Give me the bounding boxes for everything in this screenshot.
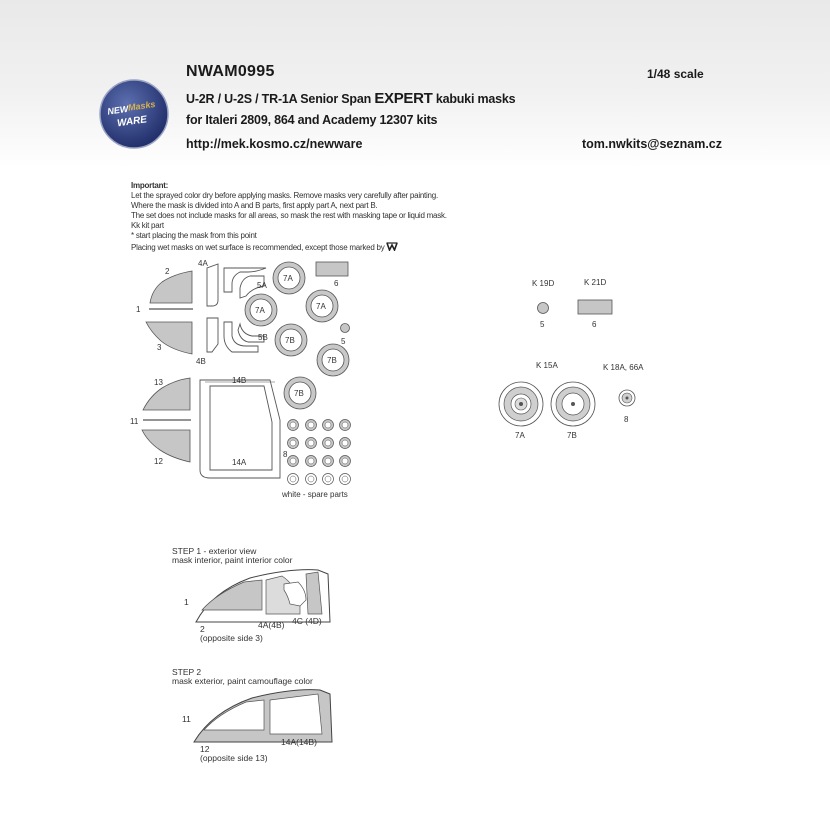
- label-8: 8: [283, 450, 288, 459]
- mask-part-13: [143, 378, 190, 410]
- kit-part-6-label: 6: [592, 320, 597, 329]
- mask-part-3: [146, 322, 192, 354]
- label-11: 11: [130, 417, 139, 426]
- scale-label: 1/48 scale: [647, 67, 704, 81]
- mask-part-6: [316, 262, 348, 276]
- step1-canopy-drawing: [196, 570, 330, 622]
- spare-parts-caption: white - spare parts: [282, 490, 348, 499]
- step1-label-4a: 4A(4B): [258, 620, 285, 630]
- step2-label-12: 12: [200, 744, 210, 754]
- kit-part-7a-label: 7A: [515, 431, 525, 440]
- logo-text-new: NEW: [106, 103, 129, 117]
- label-5: 5: [341, 337, 346, 346]
- kit-wheel-7a: [499, 382, 543, 426]
- note-line: Where the mask is divided into A and B parts, first apply part A, next part B.: [131, 201, 378, 211]
- step2-canopy-drawing: [194, 690, 332, 742]
- step1-title: STEP 1 - exterior view: [172, 546, 257, 556]
- label-7a: 7A: [255, 306, 265, 315]
- label-6: 6: [334, 279, 339, 288]
- label-7b: 7B: [285, 336, 295, 345]
- title-aircraft: U-2R / U-2S / TR-1A Senior Span: [186, 92, 372, 106]
- kit-part-8-label: 8: [624, 415, 629, 424]
- email-link[interactable]: tom.nwkits@seznam.cz: [582, 137, 723, 151]
- kit-part-k15a-label: K 15A: [536, 361, 558, 370]
- label-13: 13: [154, 378, 163, 387]
- title-kabuki: kabuki masks: [435, 92, 516, 106]
- note-line: Let the sprayed color dry before applying masks. Remove masks very carefully after painting.: [131, 191, 438, 201]
- step1-desc: mask interior, paint interior color: [172, 555, 293, 565]
- label-2: 2: [165, 267, 170, 276]
- product-subtitle: for Italeri 2809, 864 and Academy 12307 kits: [186, 113, 438, 127]
- label-14b: 14B: [232, 376, 247, 385]
- label-7b: 7B: [327, 356, 337, 365]
- label-7a: 7A: [316, 302, 326, 311]
- label-4b: 4B: [196, 357, 206, 366]
- step2-desc: mask exterior, paint camouflage color: [172, 676, 313, 686]
- note-line: Placing wet masks on wet surface is recommended, except those marked by: [131, 242, 447, 253]
- label-12: 12: [154, 457, 163, 466]
- step2-label-14a: 14A(14B): [281, 737, 317, 747]
- kit-wheel-8: [619, 390, 635, 406]
- label-3: 3: [157, 343, 162, 352]
- spare-ring-row: [288, 420, 299, 431]
- kit-part-5-label: 5: [540, 320, 545, 329]
- note-line: * start placing the mask from this point: [131, 231, 257, 241]
- title-expert: EXPERT: [374, 90, 433, 107]
- step2-label-11: 11: [182, 714, 191, 724]
- spare-parts-grid: [288, 420, 351, 485]
- product-code: NWAM0995: [186, 63, 275, 80]
- kit-wheel-7b: [551, 382, 595, 426]
- step1-label-1: 1: [184, 597, 189, 607]
- step2-opposite-label: (opposite side 13): [200, 753, 268, 763]
- label-7b: 7B: [294, 389, 304, 398]
- kit-part-k19d-label: K 19D: [532, 279, 555, 288]
- kit-part-6: [578, 300, 612, 314]
- label-1: 1: [136, 305, 141, 314]
- website-link[interactable]: http://mek.kosmo.cz/newware: [186, 137, 363, 151]
- kit-part-k21d-label: K 21D: [584, 278, 607, 287]
- mask-part-2: [150, 271, 192, 303]
- mask-part-5: [341, 324, 350, 333]
- notes-title: Important:: [131, 181, 169, 190]
- note-line: The set does not include masks for all areas, so mask the rest with masking tape or liquid mask.: [131, 211, 447, 221]
- logo-text-ware: WARE: [116, 114, 148, 130]
- step1-opposite-label: (opposite side 3): [200, 633, 263, 643]
- note-line: Kk kit part: [131, 221, 164, 231]
- label-4a: 4A: [198, 259, 208, 268]
- mask-part-12: [142, 430, 190, 462]
- label-14a: 14A: [232, 458, 247, 467]
- logo-text-masks: Masks: [127, 98, 157, 113]
- label-7a: 7A: [283, 274, 293, 283]
- kit-part-5: [538, 303, 549, 314]
- label-5b: 5B: [258, 333, 268, 342]
- kit-part-7b-label: 7B: [567, 431, 577, 440]
- kit-part-k18a-label: K 18A, 66A: [603, 363, 644, 372]
- step2-title: STEP 2: [172, 667, 202, 677]
- label-5a: 5A: [257, 281, 267, 290]
- step1-label-2: 2: [200, 624, 205, 634]
- step1-label-4c: 4C (4D): [292, 616, 322, 626]
